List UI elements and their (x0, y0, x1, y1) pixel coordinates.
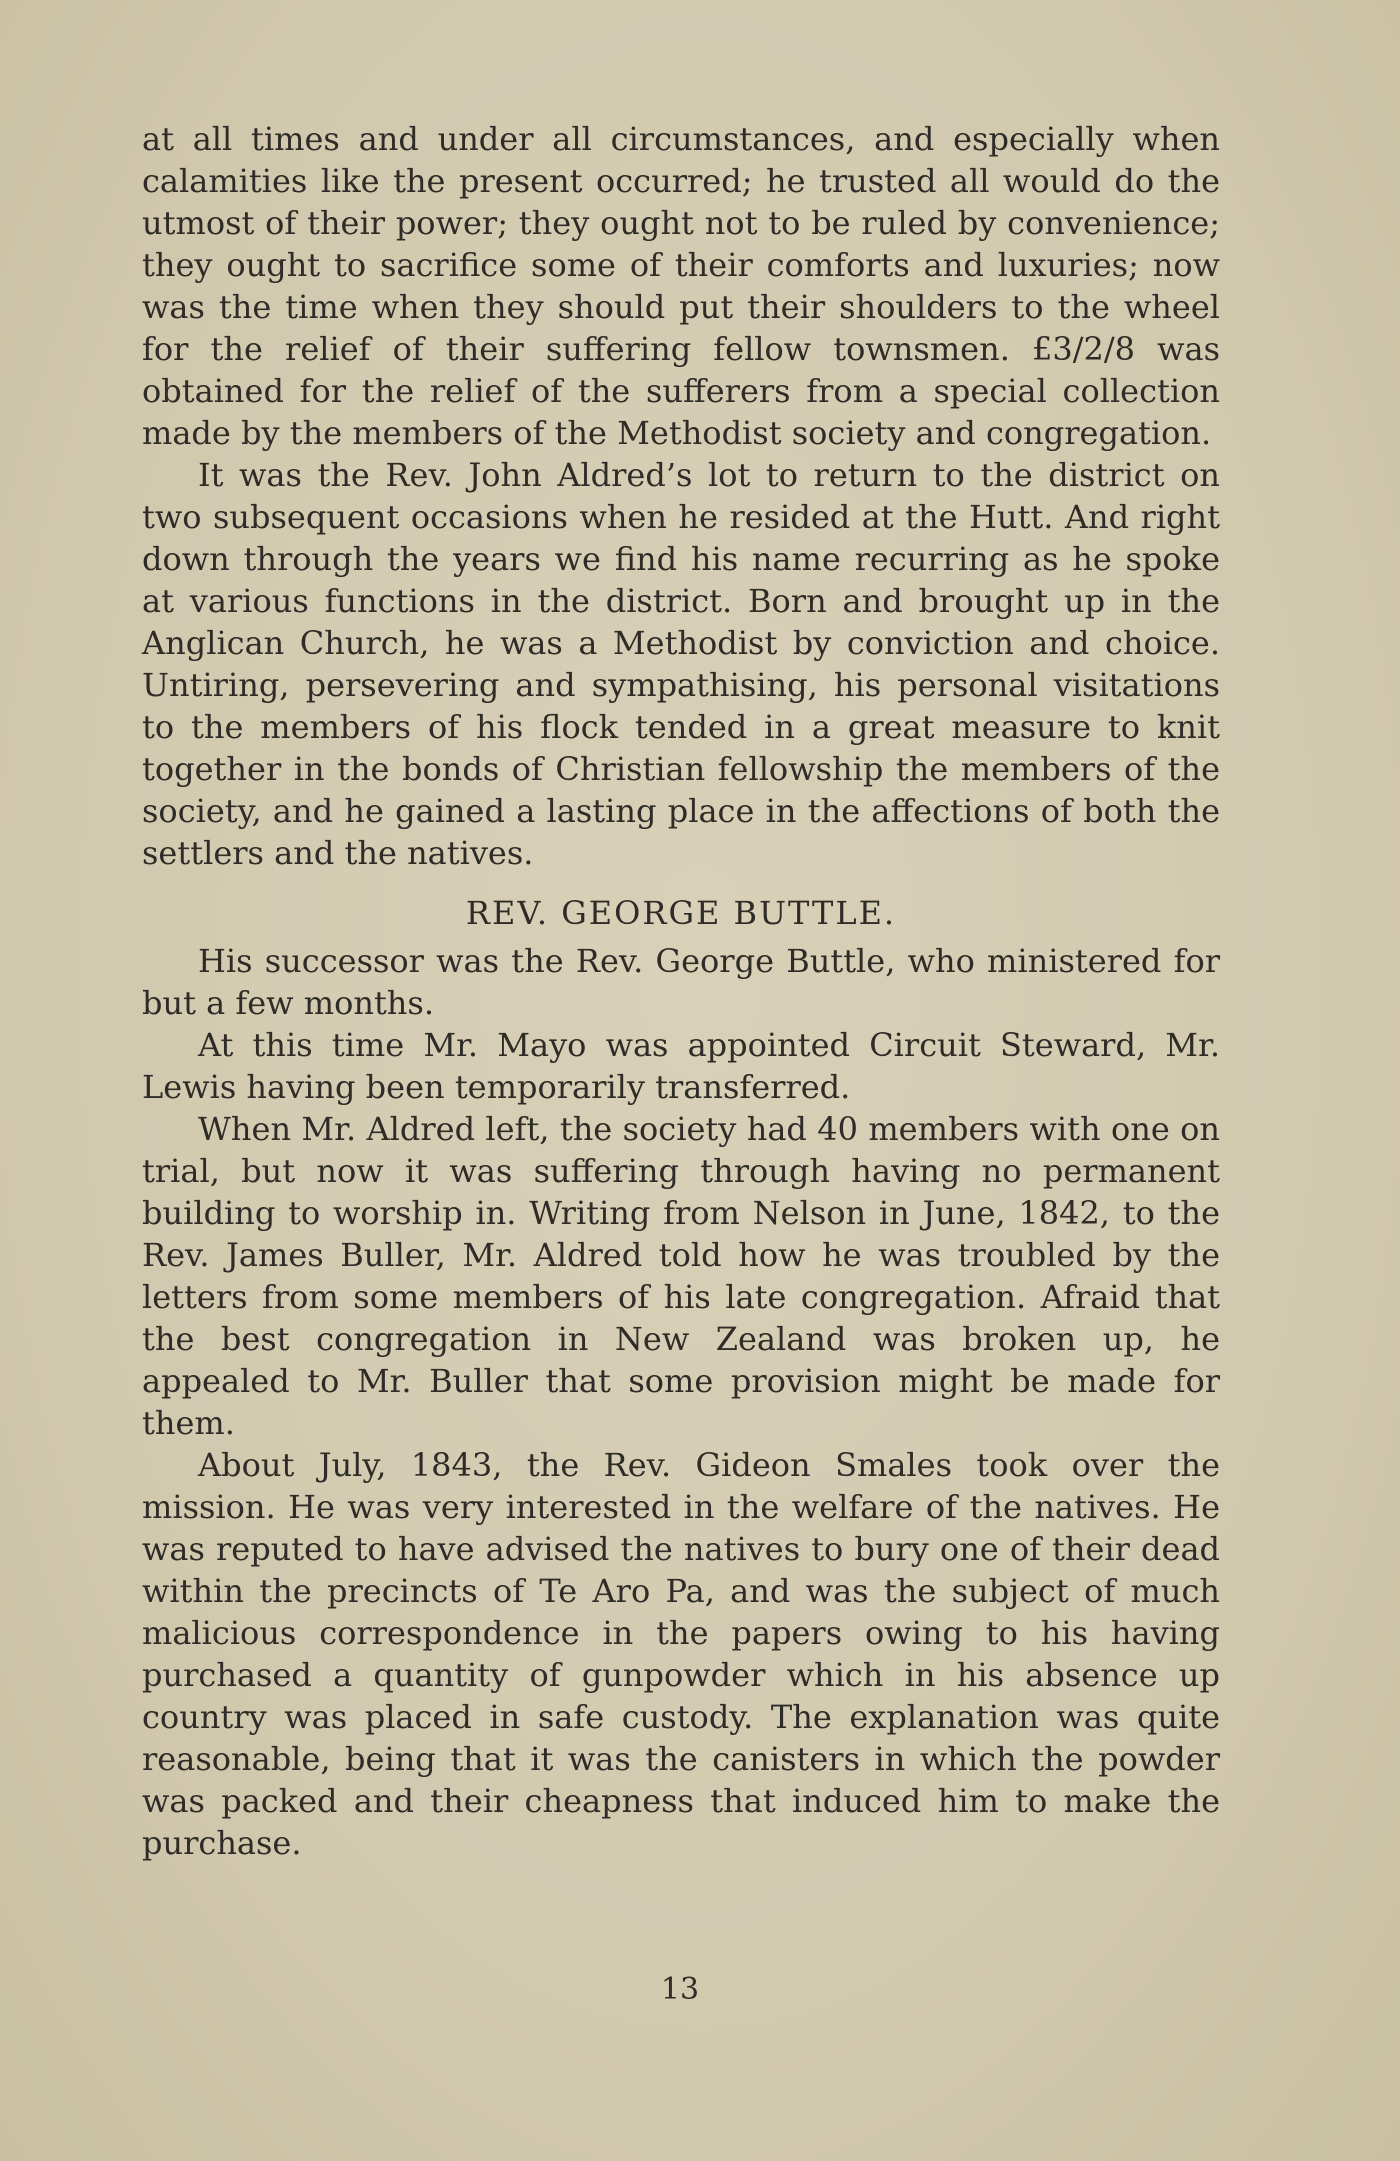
body-text (142, 118, 1220, 1864)
paragraph-continued: at all times and under all circumstances, and especially when calamities like the present occurred; he trusted all would do the utmost of their power; they ought not to be ruled by convenience; they ought to sacrifice some of their comforts and luxuries; now was the time when they should put their shoulders to the wheel for the relief of their suffering fellow townsmen. £3/2/8 was obtained for the relief of the sufferers from a special collection made by the members of the Methodist society and congregation. (142, 120, 1220, 452)
paragraph-smales: About July, 1843, the Rev. Gideon Smales took over the mission. He was very interested in the welfare of the natives. He was reputed to have advised the natives to bury one of their dead within the precincts of Te Aro Pa, and was the subject of much malicious correspondence in the papers owing to his having purchased a quantity of gunpowder which in his absence up country was placed in safe custody. The explanation was quite reasonable, being that it was the canisters in which the powder was packed and their cheapness that induced him to make the purchase. (142, 1446, 1220, 1862)
section-heading: REV. GEORGE BUTTLE. (465, 894, 897, 932)
page-number: 13 (660, 1972, 700, 2007)
paragraph-mayo: At this time Mr. Mayo was appointed Circuit Steward, Mr. Lewis having been temporarily transferred. (142, 1026, 1220, 1106)
paragraph-successor: His successor was the Rev. George Buttle, who ministered for but a few months. (142, 942, 1220, 1022)
paragraph-society: When Mr. Aldred left, the society had 40 members with one on trial, but now it was suffering through having no permanent building to worship in. Writing from Nelson in June, 1842, to the Rev. James Buller, Mr. Aldred told how he was troubled by the letters from some members of his late congregation. Afraid that the best congregation in New Zealand was broken up, he appealed to Mr. Buller that some provision might be made for them. (142, 1110, 1220, 1442)
paragraph-aldred: It was the Rev. John Aldred’s lot to return to the district on two subsequent occasions when he resided at the Hutt. And right down through the years we find his name recurring as he spoke at various functions in the district. Born and brought up in the Anglican Church, he was a Methodist by conviction and choice. Untiring, persevering and sympathising, his personal visitations to the members of his flock tended in a great measure to knit together in the bonds of Christian fellowship the members of the society, and he gained a lasting place in the affections of both the settlers and the natives. (142, 456, 1220, 872)
